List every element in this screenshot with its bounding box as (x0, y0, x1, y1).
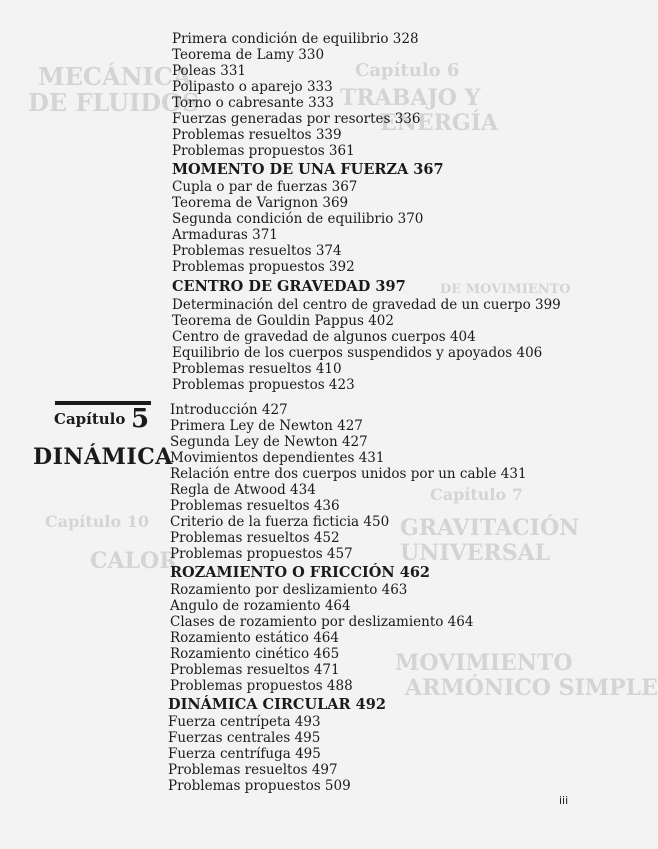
toc-entry: Criterio de la fuerza ficticia 450 (170, 514, 390, 530)
toc-entry: Equilibrio de los cuerpos suspendidos y apoyados 406 (172, 345, 543, 361)
toc-entry: Problemas resueltos 452 (170, 530, 340, 546)
toc-entry: Problemas resueltos 436 (170, 498, 340, 514)
toc-entry: Fuerzas generadas por resortes 336 (172, 111, 421, 127)
toc-entry: Problemas propuestos 361 (172, 143, 355, 159)
chapter-label: Capítulo (54, 410, 126, 428)
toc-entry: Problemas propuestos 423 (172, 377, 355, 393)
toc-entry: Primera Ley de Newton 427 (170, 418, 363, 434)
toc-entry: Problemas resueltos 471 (170, 662, 340, 678)
toc-entry: Fuerzas centrales 495 (168, 730, 321, 746)
toc-entry: Fuerza centrípeta 493 (168, 714, 321, 730)
toc-entry: Problemas resueltos 374 (172, 243, 342, 259)
toc-entry: Problemas resueltos 339 (172, 127, 342, 143)
toc-entry: Rozamiento por deslizamiento 463 (170, 582, 408, 598)
toc-entry: Segunda condición de equilibrio 370 (172, 211, 424, 227)
toc-entry: Movimientos dependientes 431 (170, 450, 385, 466)
toc-entry: Problemas propuestos 392 (172, 259, 355, 275)
toc-entry: Problemas resueltos 497 (168, 762, 338, 778)
toc-entry: Rozamiento estático 464 (170, 630, 339, 646)
toc-entry: Determinación del centro de gravedad de un cuerpo 399 (172, 297, 561, 313)
toc-entry: Teorema de Varignon 369 (172, 195, 349, 211)
section-heading: CENTRO DE GRAVEDAD 397 (172, 278, 406, 295)
toc-entry: Teorema de Lamy 330 (172, 47, 325, 63)
section-heading: MOMENTO DE UNA FUERZA 367 (172, 161, 444, 178)
toc-entry: Rozamiento cinético 465 (170, 646, 340, 662)
toc-entry: Polipasto o aparejo 333 (172, 79, 333, 95)
toc-entry: Problemas resueltos 410 (172, 361, 342, 377)
toc-entry: Introducción 427 (170, 402, 288, 418)
toc-entry: Teorema de Gouldin Pappus 402 (172, 313, 394, 329)
chapter-number: 5 (131, 404, 150, 434)
toc-entry: Problemas propuestos 457 (170, 546, 353, 562)
page-number: iii (559, 794, 569, 807)
section-heading: ROZAMIENTO O FRICCIÓN 462 (170, 564, 430, 581)
toc-entry: Centro de gravedad de algunos cuerpos 404 (172, 329, 476, 345)
toc-entry: Angulo de rozamiento 464 (170, 598, 351, 614)
toc-entry: Poleas 331 (172, 63, 247, 79)
toc-entry: Cupla o par de fuerzas 367 (172, 179, 358, 195)
bleed-through: MECÁNICA DE FLUIDOS Capítulo 6 TRABAJO Y ENERGÍA DE MOVIMIENTO Capítulo 7 Capítulo 10 GRAVITACIÓN UNIVERSAL CALOR MOVIMIENTO ARMÓNICO SIMPLE (28, 60, 658, 701)
toc-entry: Relación entre dos cuerpos unidos por un cable 431 (170, 466, 527, 482)
toc-entry: Primera condición de equilibrio 328 (172, 31, 419, 47)
toc-entry: Fuerza centrífuga 495 (168, 746, 321, 762)
section-heading: DINÁMICA CIRCULAR 492 (168, 696, 386, 713)
toc-entry: Problemas propuestos 509 (168, 778, 351, 794)
chapter-title: DINÁMICA (33, 444, 173, 470)
toc-entry: Segunda Ley de Newton 427 (170, 434, 368, 450)
toc-entry: Regla de Atwood 434 (170, 482, 316, 498)
toc-entry: Clases de rozamiento por deslizamiento 464 (170, 614, 474, 630)
toc-entry: Torno o cabresante 333 (172, 95, 334, 111)
toc-entry: Armaduras 371 (172, 227, 278, 243)
toc-entry: Problemas propuestos 488 (170, 678, 353, 694)
